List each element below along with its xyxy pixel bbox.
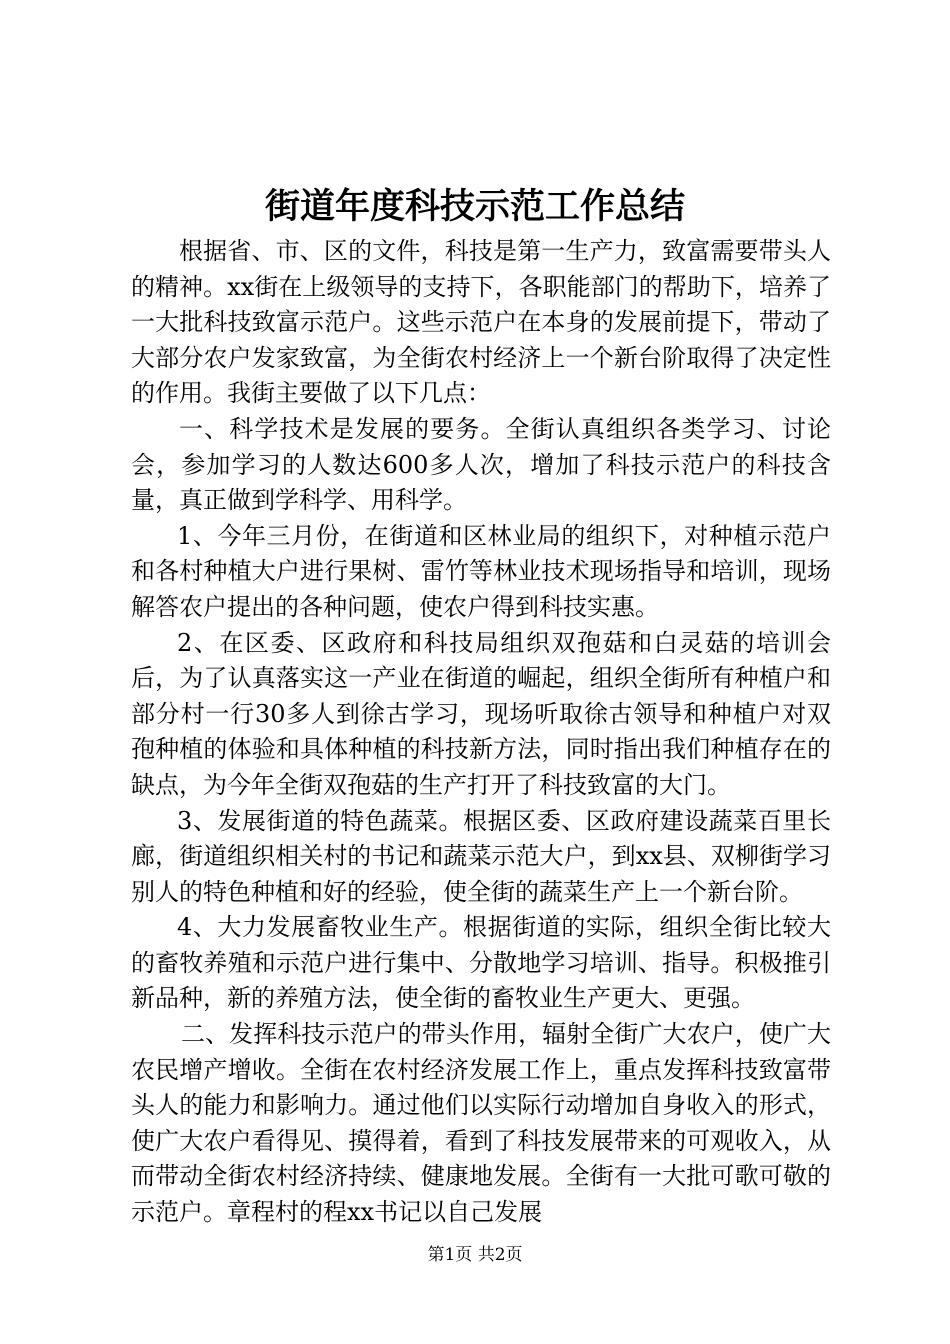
paragraph-item-4: 4、大力发展畜牧业生产。根据街道的实际，组织全街比较大的畜牧养殖和示范户进行集中、分散地学习培训、指导。积极推引新品种，新的养殖方法，使全街的畜牧业生产更大、更强。 [131, 913, 831, 1013]
paragraph-section-2: 二、发挥科技示范户的带头作用，辐射全街广大农户，使广大农民增产增收。全街在农村经济发展工作上，重点发挥科技致富带头人的能力和影响力。通过他们以实际行动增加自身收入的形式，使广大农户看得见、摸得着，看到了科技发展带来的可观收入，从而带动全街农村经济持续、健康地发展。全街有一大批可歌可敬的示范户。章程村的程xx书记以自己发展 [131, 1020, 831, 1227]
paragraph-section-1: 一、科学技术是发展的要务。全街认真组织各类学习、讨论会，参加学习的人数达600多人次，增加了科技示范户的科技含量，真正做到学科学、用科学。 [131, 414, 831, 515]
document-body [131, 234, 831, 1231]
page-number-footer: 第1页 共2页 [427, 1245, 523, 1265]
document-title: 街道年度科技示范工作总结 [264, 186, 685, 227]
paragraph-item-3: 3、发展街道的特色蔬菜。根据区委、区政府建设蔬菜百里长廊，街道组织相关村的书记和蔬菜示范大户，到xx县、双柳街学习别人的特色种植和好的经验，使全街的蔬菜生产上一个新台阶。 [131, 806, 831, 906]
paragraph-intro: 根据省、市、区的文件，科技是第一生产力，致富需要带头人的精神。xx街在上级领导的支持下，各职能部门的帮助下，培养了一大批科技致富示范户。这些示范户在本身的发展前提下，带动了大部分农户发家致富，为全街农村经济上一个新台阶取得了决定性的作用。我街主要做了以下几点： [131, 237, 831, 408]
paragraph-item-2: 2、在区委、区政府和科技局组织双孢菇和白灵菇的培训会后，为了认真落实这一产业在街道的崛起，组织全街所有种植户和部分村一行30多人到徐古学习，现场听取徐古领导和种植户对双孢种植的体验和具体种植的科技新方法，同时指出我们种植存在的缺点，为今年全街双孢菇的生产打开了科技致富的大门。 [131, 628, 831, 799]
paragraph-item-1: 1、今年三月份，在街道和区林业局的组织下，对种植示范户和各村种植大户进行果树、雷竹等林业技术现场指导和培训，现场解答农户提出的各种问题，使农户得到科技实惠。 [131, 521, 831, 621]
